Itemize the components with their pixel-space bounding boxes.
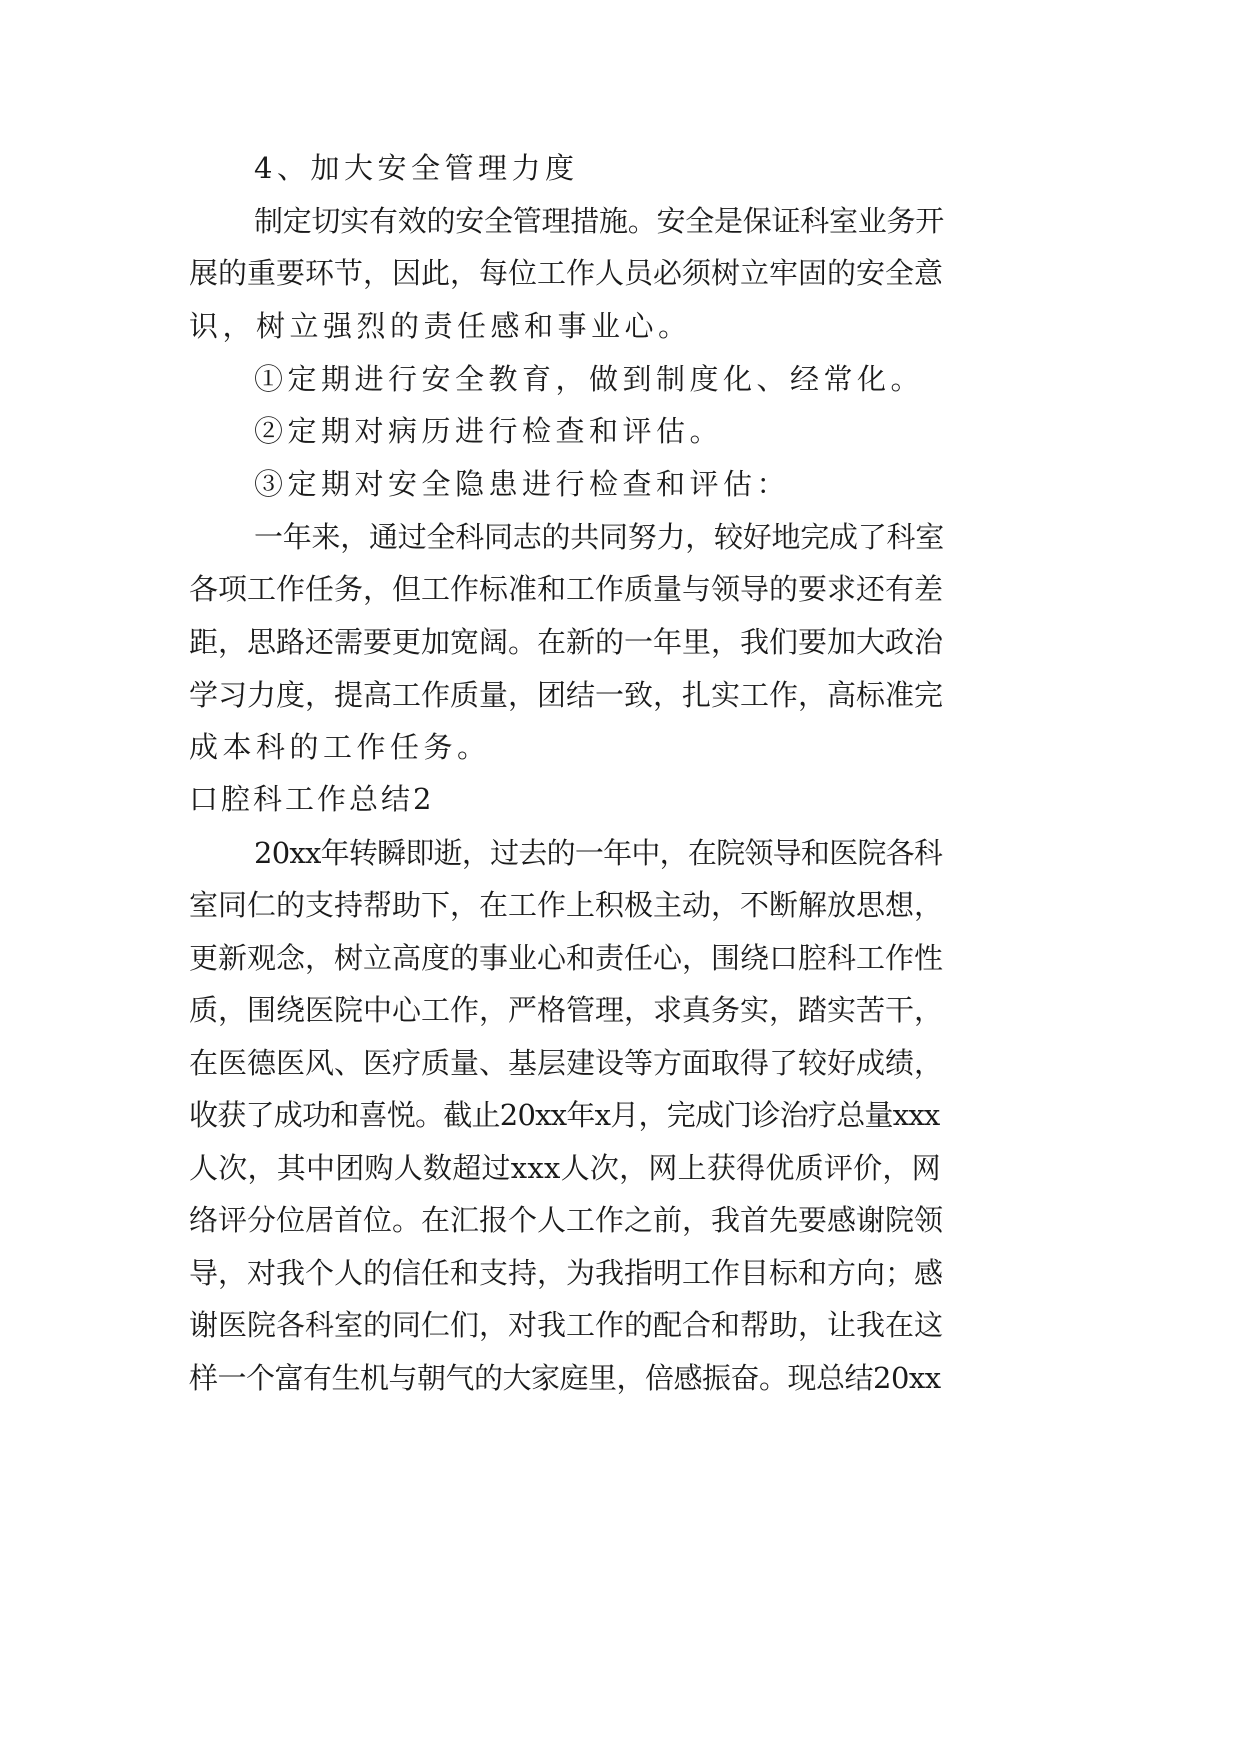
section-heading: 4、加大安全管理力度: [254, 151, 579, 185]
paragraph-line: 导，对我个人的信任和支持，为我指明工作目标和方向；感: [189, 1256, 944, 1290]
paragraph-line: 识，树立强烈的责任感和事业心。: [189, 309, 692, 343]
paragraph-line: 成本科的工作任务。: [189, 730, 491, 764]
paragraph-line: 制定切实有效的安全管理措施。安全是保证科室业务开: [254, 204, 945, 238]
paragraph-line: 更新观念，树立高度的事业心和责任心，围绕口腔科工作性: [189, 941, 944, 975]
list-item: ②定期对病历进行检查和评估。: [254, 414, 724, 448]
paragraph-line: 样一个富有生机与朝气的大家庭里，倍感振奋。现总结20xx: [189, 1361, 941, 1395]
paragraph-line: 距，思路还需要更加宽阔。在新的一年里，我们要加大政治: [189, 625, 944, 659]
paragraph-line: 20xx年转瞬即逝，过去的一年中，在院领导和医院各科: [254, 836, 943, 870]
paragraph-line: 展的重要环节，因此，每位工作人员必须树立牢固的安全意: [189, 256, 944, 290]
paragraph-line: 一年来，通过全科同志的共同努力，较好地完成了科室: [254, 520, 945, 554]
section-title: 口腔科工作总结2: [189, 782, 435, 816]
paragraph-line: 谢医院各科室的同仁们，对我工作的配合和帮助，让我在这: [189, 1308, 944, 1342]
paragraph-line: 质，围绕医院中心工作，严格管理，求真务实，踏实苦干，: [189, 993, 944, 1027]
paragraph-line: 在医德医风、医疗质量、基层建设等方面取得了较好成绩，: [189, 1046, 944, 1080]
paragraph-line: 室同仁的支持帮助下，在工作上积极主动，不断解放思想，: [189, 888, 944, 922]
paragraph-line: 收获了成功和喜悦。截止20xx年x月，完成门诊治疗总量xxx: [189, 1098, 940, 1132]
paragraph-line: 络评分位居首位。在汇报个人工作之前，我首先要感谢院领: [189, 1203, 944, 1237]
paragraph-line: 人次，其中团购人数超过xxx人次，网上获得优质评价，网: [189, 1151, 941, 1185]
list-item: ③定期对安全隐患进行检查和评估：: [254, 467, 791, 501]
paragraph-line: 各项工作任务，但工作标准和工作质量与领导的要求还有差: [189, 572, 944, 606]
paragraph-line: 学习力度，提高工作质量，团结一致，扎实工作，高标准完: [189, 678, 944, 712]
list-item: ①定期进行安全教育，做到制度化、经常化。: [254, 362, 925, 396]
